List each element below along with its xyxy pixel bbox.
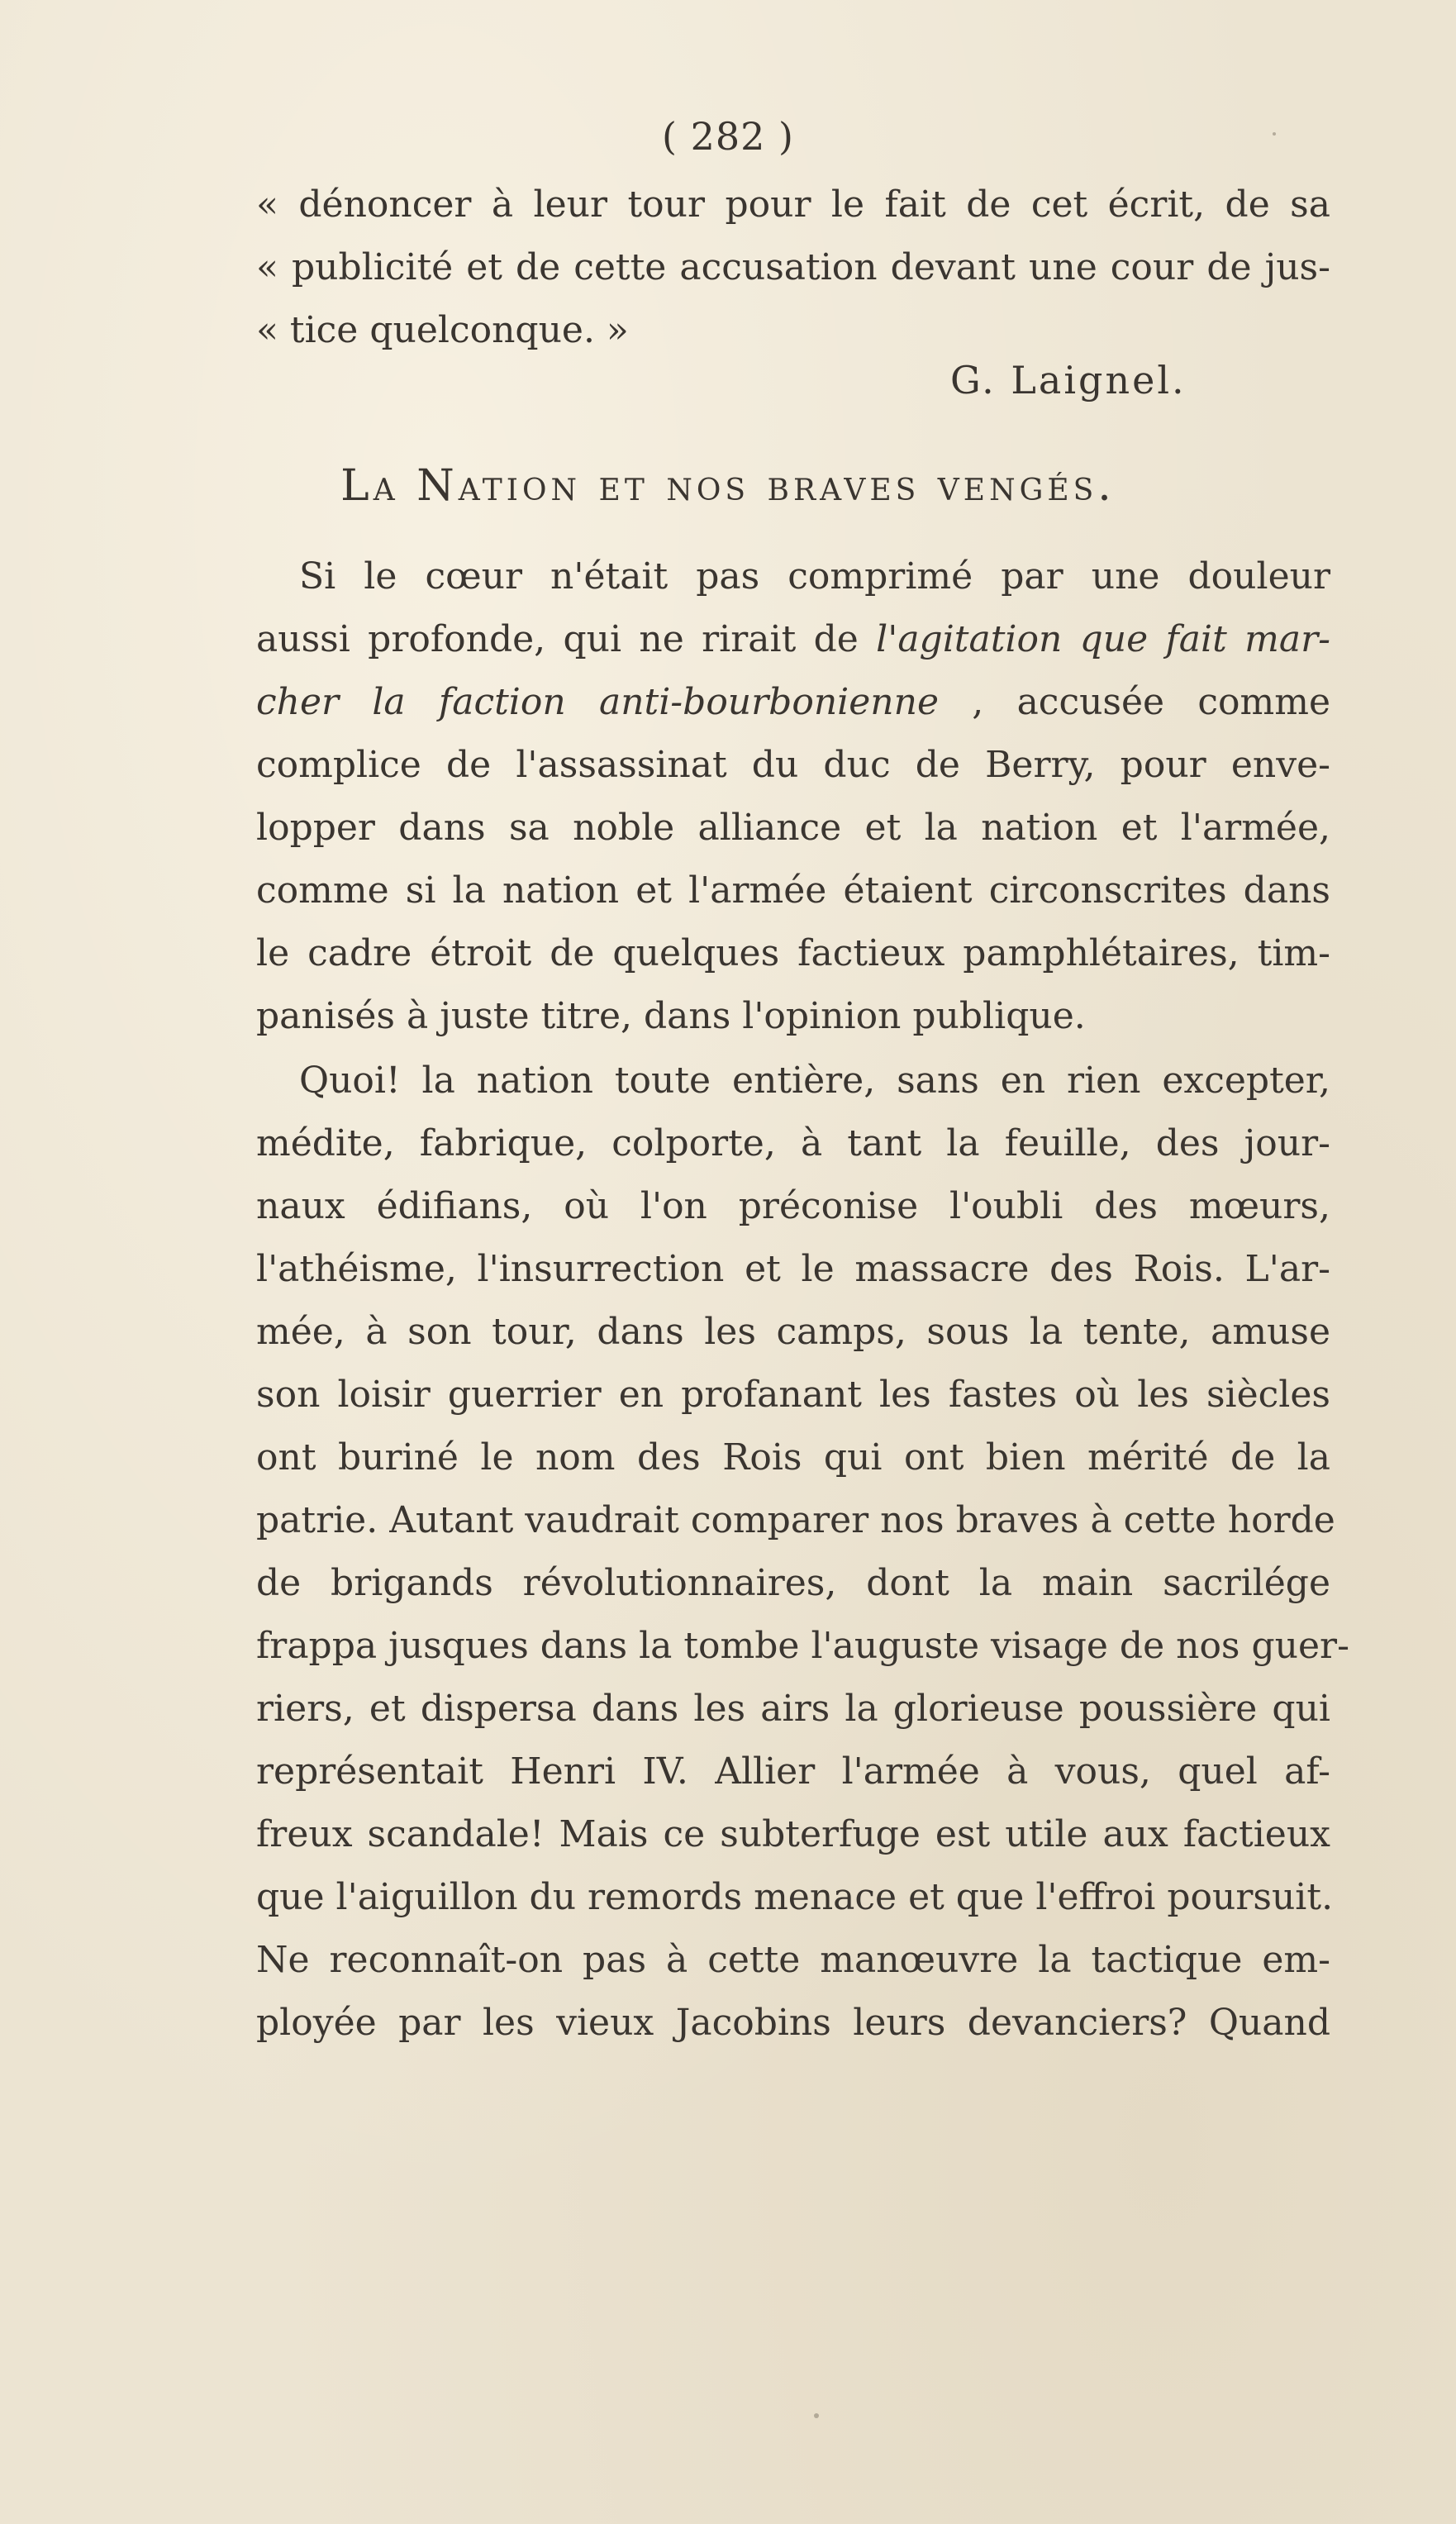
- section-heading: La Nation et nos braves vengés.: [340, 461, 1116, 511]
- paper-speck: [1273, 132, 1276, 136]
- paragraph-line: ployée par les vieux Jacobins leurs devanciers? Quand: [256, 2002, 1330, 2044]
- page-number: ( 282 ): [662, 114, 794, 159]
- paragraph-line: que l'aiguillon du remords menace et que l'effroi poursuit.: [256, 1876, 1334, 1918]
- text-segment: aussi profonde, qui ne rirait de: [256, 618, 877, 660]
- paragraph-line: Quoi! la nation toute entière, sans en rien excepter,: [299, 1060, 1330, 1102]
- paragraph-line: médite, fabrique, colporte, à tant la feuille, des jour-: [256, 1122, 1330, 1164]
- paragraph-line: frappa jusques dans la tombe l'auguste visage de nos guer-: [256, 1625, 1349, 1667]
- paragraph-line: le cadre étroit de quelques factieux pamphlétaires, tim-: [256, 932, 1330, 974]
- text-segment: , accusée comme: [972, 681, 1330, 723]
- paper-speck: [814, 2413, 819, 2418]
- paragraph-line: Si le cœur n'était pas comprimé par une douleur: [299, 555, 1330, 598]
- quote-line: « tice quelconque. »: [256, 309, 629, 351]
- paragraph-line: comme si la nation et l'armée étaient circonscrites dans: [256, 869, 1330, 912]
- italic-phrase: cher la faction anti-bourbonienne: [256, 681, 939, 723]
- paragraph-line: lopper dans sa noble alliance et la nation et l'armée,: [256, 807, 1330, 849]
- paragraph-line: Ne reconnaît-on pas à cette manœuvre la tactique em-: [256, 1939, 1330, 1981]
- paragraph-line: ont buriné le nom des Rois qui ont bien mérité de la: [256, 1436, 1330, 1479]
- paragraph-line: représentait Henri IV. Allier l'armée à vous, quel af-: [256, 1750, 1330, 1793]
- paragraph-line: panisés à juste titre, dans l'opinion publique.: [256, 995, 1086, 1037]
- signature: G. Laignel.: [950, 358, 1187, 402]
- paragraph-line: complice de l'assassinat du duc de Berry, pour enve-: [256, 744, 1330, 786]
- paragraph-line: patrie. Autant vaudrait comparer nos braves à cette horde: [256, 1499, 1335, 1541]
- paragraph-line: [256, 615, 1330, 664]
- paragraph-line: son loisir guerrier en profanant les fastes où les siècles: [256, 1374, 1330, 1416]
- paragraph-line: freux scandale! Mais ce subterfuge est utile aux factieux: [256, 1813, 1330, 1855]
- quote-line: « publicité et de cette accusation devant une cour de jus-: [256, 246, 1330, 288]
- italic-phrase: l'agitation que fait mar-: [876, 618, 1330, 660]
- paragraph-line: [256, 678, 1330, 727]
- paragraph-line: naux édifians, où l'on préconise l'oubli des mœurs,: [256, 1185, 1330, 1227]
- paragraph-line: riers, et dispersa dans les airs la glorieuse poussière qui: [256, 1688, 1330, 1730]
- paragraph-line: l'athéisme, l'insurrection et le massacre des Rois. L'ar-: [256, 1248, 1330, 1290]
- paragraph-line: de brigands révolutionnaires, dont la main sacrilége: [256, 1562, 1330, 1604]
- paragraph-line: mée, à son tour, dans les camps, sous la tente, amuse: [256, 1311, 1330, 1353]
- quote-line: « dénoncer à leur tour pour le fait de cet écrit, de sa: [256, 183, 1330, 226]
